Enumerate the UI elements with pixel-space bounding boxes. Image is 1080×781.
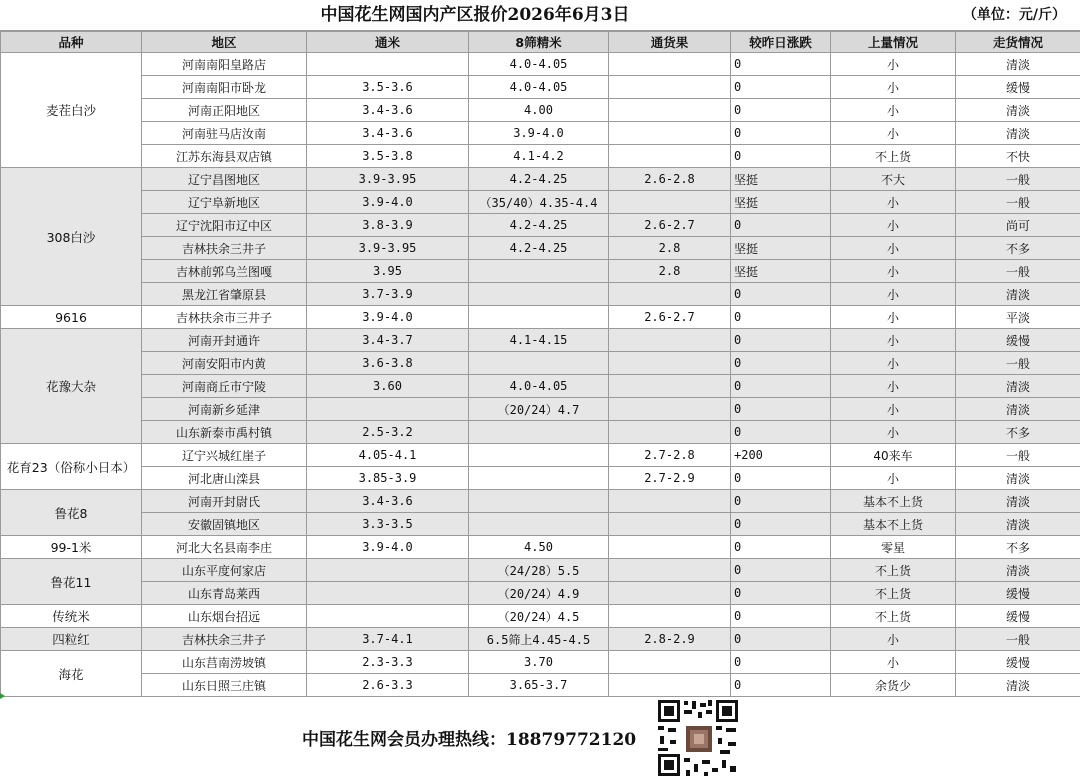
col-header: 通货果 bbox=[609, 32, 731, 53]
sales-cell: 尚可 bbox=[956, 214, 1080, 237]
table-row bbox=[1, 398, 1080, 421]
supply-cell: 基本不上货 bbox=[831, 490, 956, 513]
table-row bbox=[1, 260, 1080, 283]
sales-cell: 一般 bbox=[956, 628, 1080, 651]
tonghuo-cell: 2.8 bbox=[609, 237, 731, 260]
region-cell: 江苏东海县双店镇 bbox=[142, 145, 307, 168]
change-cell: 坚挺 bbox=[731, 191, 831, 214]
tongmi-cell: 3.7-4.1 bbox=[307, 628, 469, 651]
col-header: 上量情况 bbox=[831, 32, 956, 53]
region-cell: 辽宁昌图地区 bbox=[142, 168, 307, 191]
tonghuo-cell bbox=[609, 122, 731, 145]
region-cell: 河北大名县南李庄 bbox=[142, 536, 307, 559]
col-header: 8筛精米 bbox=[469, 32, 609, 53]
table-row bbox=[1, 53, 1080, 76]
supply-cell: 不上货 bbox=[831, 559, 956, 582]
region-cell: 河南新乡延津 bbox=[142, 398, 307, 421]
sales-cell: 不多 bbox=[956, 237, 1080, 260]
supply-cell: 小 bbox=[831, 122, 956, 145]
sales-cell: 不快 bbox=[956, 145, 1080, 168]
change-cell: 0 bbox=[731, 490, 831, 513]
region-cell: 山东莒南涝坡镇 bbox=[142, 651, 307, 674]
sales-cell: 不多 bbox=[956, 536, 1080, 559]
sales-cell: 清淡 bbox=[956, 122, 1080, 145]
jingmi-cell: （35/40）4.35-4.4 bbox=[469, 191, 609, 214]
table-row bbox=[1, 145, 1080, 168]
table-row bbox=[1, 536, 1080, 559]
tonghuo-cell: 2.8-2.9 bbox=[609, 628, 731, 651]
supply-cell: 小 bbox=[831, 651, 956, 674]
region-cell: 辽宁阜新地区 bbox=[142, 191, 307, 214]
tonghuo-cell bbox=[609, 421, 731, 444]
supply-cell: 余货少 bbox=[831, 674, 956, 697]
sales-cell: 清淡 bbox=[956, 398, 1080, 421]
tonghuo-cell: 2.7-2.9 bbox=[609, 467, 731, 490]
region-cell: 河南开封尉氏 bbox=[142, 490, 307, 513]
col-header: 品种 bbox=[1, 32, 142, 53]
supply-cell: 基本不上货 bbox=[831, 513, 956, 536]
change-cell: 0 bbox=[731, 467, 831, 490]
region-cell: 河南安阳市内黄 bbox=[142, 352, 307, 375]
tongmi-cell: 3.9-4.0 bbox=[307, 306, 469, 329]
tongmi-cell: 4.05-4.1 bbox=[307, 444, 469, 467]
variety-cell: 308白沙 bbox=[1, 168, 142, 306]
jingmi-cell bbox=[469, 421, 609, 444]
jingmi-cell bbox=[469, 444, 609, 467]
variety-cell: 9616 bbox=[1, 306, 142, 329]
variety-cell: 鲁花11 bbox=[1, 559, 142, 605]
sales-cell: 一般 bbox=[956, 260, 1080, 283]
jingmi-cell: 4.50 bbox=[469, 536, 609, 559]
sales-cell: 不多 bbox=[956, 421, 1080, 444]
region-cell: 山东日照三庄镇 bbox=[142, 674, 307, 697]
tonghuo-cell bbox=[609, 490, 731, 513]
col-header: 较昨日涨跌 bbox=[731, 32, 831, 53]
change-cell: +200 bbox=[731, 444, 831, 467]
jingmi-cell: 4.2-4.25 bbox=[469, 214, 609, 237]
variety-cell: 海花 bbox=[1, 651, 142, 697]
change-cell: 0 bbox=[731, 536, 831, 559]
sales-cell: 缓慢 bbox=[956, 329, 1080, 352]
table-row bbox=[1, 467, 1080, 490]
change-cell: 0 bbox=[731, 306, 831, 329]
tongmi-cell: 3.4-3.6 bbox=[307, 122, 469, 145]
supply-cell: 小 bbox=[831, 99, 956, 122]
sales-cell: 一般 bbox=[956, 444, 1080, 467]
jingmi-cell bbox=[469, 260, 609, 283]
jingmi-cell: 4.2-4.25 bbox=[469, 237, 609, 260]
supply-cell: 小 bbox=[831, 375, 956, 398]
tonghuo-cell bbox=[609, 283, 731, 306]
table-row bbox=[1, 329, 1080, 352]
jingmi-cell: 6.5筛上4.45-4.5 bbox=[469, 628, 609, 651]
supply-cell: 小 bbox=[831, 53, 956, 76]
change-cell: 0 bbox=[731, 398, 831, 421]
sales-cell: 清淡 bbox=[956, 490, 1080, 513]
change-cell: 坚挺 bbox=[731, 260, 831, 283]
supply-cell: 不上货 bbox=[831, 145, 956, 168]
tongmi-cell: 3.95 bbox=[307, 260, 469, 283]
tongmi-cell: 3.85-3.9 bbox=[307, 467, 469, 490]
supply-cell: 小 bbox=[831, 214, 956, 237]
tongmi-cell: 3.7-3.9 bbox=[307, 283, 469, 306]
region-cell: 河南南阳市卧龙 bbox=[142, 76, 307, 99]
jingmi-cell: 4.2-4.25 bbox=[469, 168, 609, 191]
tongmi-cell bbox=[307, 605, 469, 628]
tonghuo-cell bbox=[609, 145, 731, 168]
change-cell: 0 bbox=[731, 651, 831, 674]
table-row bbox=[1, 628, 1080, 651]
region-cell: 山东青岛莱西 bbox=[142, 582, 307, 605]
table-row bbox=[1, 421, 1080, 444]
change-cell: 0 bbox=[731, 329, 831, 352]
supply-cell: 小 bbox=[831, 329, 956, 352]
table-row bbox=[1, 444, 1080, 467]
price-table bbox=[0, 31, 1080, 697]
table-row bbox=[1, 99, 1080, 122]
variety-cell: 花豫大杂 bbox=[1, 329, 142, 444]
tongmi-cell bbox=[307, 559, 469, 582]
table-row bbox=[1, 122, 1080, 145]
table-row bbox=[1, 559, 1080, 582]
change-cell: 0 bbox=[731, 559, 831, 582]
footer bbox=[0, 695, 1080, 781]
supply-cell: 小 bbox=[831, 260, 956, 283]
tongmi-cell: 3.9-3.95 bbox=[307, 237, 469, 260]
region-cell: 黑龙江省肇原县 bbox=[142, 283, 307, 306]
table-row bbox=[1, 605, 1080, 628]
region-cell: 吉林扶余三井子 bbox=[142, 628, 307, 651]
variety-cell: 99-1米 bbox=[1, 536, 142, 559]
tonghuo-cell bbox=[609, 513, 731, 536]
tongmi-cell: 3.3-3.5 bbox=[307, 513, 469, 536]
jingmi-cell bbox=[469, 490, 609, 513]
jingmi-cell: 4.1-4.2 bbox=[469, 145, 609, 168]
supply-cell: 小 bbox=[831, 191, 956, 214]
sales-cell: 缓慢 bbox=[956, 651, 1080, 674]
tonghuo-cell: 2.8 bbox=[609, 260, 731, 283]
tongmi-cell: 3.5-3.8 bbox=[307, 145, 469, 168]
tonghuo-cell bbox=[609, 559, 731, 582]
tongmi-cell: 3.60 bbox=[307, 375, 469, 398]
jingmi-cell bbox=[469, 513, 609, 536]
tongmi-cell: 2.6-3.3 bbox=[307, 674, 469, 697]
sales-cell: 缓慢 bbox=[956, 582, 1080, 605]
change-cell: 0 bbox=[731, 99, 831, 122]
region-cell: 辽宁沈阳市辽中区 bbox=[142, 214, 307, 237]
jingmi-cell bbox=[469, 467, 609, 490]
table-row bbox=[1, 283, 1080, 306]
supply-cell: 40来车 bbox=[831, 444, 956, 467]
col-header: 通米 bbox=[307, 32, 469, 53]
hotline-text: 中国花生网会员办理热线：18879772120 bbox=[302, 730, 637, 750]
tonghuo-cell: 2.7-2.8 bbox=[609, 444, 731, 467]
jingmi-cell: 3.70 bbox=[469, 651, 609, 674]
tonghuo-cell bbox=[609, 536, 731, 559]
col-header: 地区 bbox=[142, 32, 307, 53]
sales-cell: 一般 bbox=[956, 352, 1080, 375]
tonghuo-cell bbox=[609, 582, 731, 605]
jingmi-cell: 4.0-4.05 bbox=[469, 375, 609, 398]
jingmi-cell: （20/24）4.7 bbox=[469, 398, 609, 421]
region-cell: 吉林扶余三井子 bbox=[142, 237, 307, 260]
sales-cell: 缓慢 bbox=[956, 76, 1080, 99]
variety-cell: 四粒红 bbox=[1, 628, 142, 651]
change-cell: 坚挺 bbox=[731, 237, 831, 260]
table-row bbox=[1, 513, 1080, 536]
jingmi-cell bbox=[469, 352, 609, 375]
supply-cell: 小 bbox=[831, 421, 956, 444]
sales-cell: 平淡 bbox=[956, 306, 1080, 329]
tonghuo-cell bbox=[609, 76, 731, 99]
region-cell: 山东烟台招远 bbox=[142, 605, 307, 628]
sales-cell: 清淡 bbox=[956, 513, 1080, 536]
supply-cell: 小 bbox=[831, 398, 956, 421]
change-cell: 0 bbox=[731, 145, 831, 168]
table-row bbox=[1, 214, 1080, 237]
tongmi-cell: 3.4-3.6 bbox=[307, 490, 469, 513]
region-cell: 河南驻马店汝南 bbox=[142, 122, 307, 145]
table-row bbox=[1, 76, 1080, 99]
change-cell: 0 bbox=[731, 605, 831, 628]
supply-cell: 不大 bbox=[831, 168, 956, 191]
table-row bbox=[1, 352, 1080, 375]
table-row bbox=[1, 306, 1080, 329]
sales-cell: 清淡 bbox=[956, 674, 1080, 697]
supply-cell: 零星 bbox=[831, 536, 956, 559]
change-cell: 0 bbox=[731, 628, 831, 651]
sales-cell: 清淡 bbox=[956, 99, 1080, 122]
change-cell: 0 bbox=[731, 513, 831, 536]
tongmi-cell: 2.5-3.2 bbox=[307, 421, 469, 444]
sales-cell: 清淡 bbox=[956, 467, 1080, 490]
supply-cell: 小 bbox=[831, 76, 956, 99]
tonghuo-cell bbox=[609, 674, 731, 697]
table-row bbox=[1, 490, 1080, 513]
sales-cell: 一般 bbox=[956, 168, 1080, 191]
tonghuo-cell: 2.6-2.7 bbox=[609, 214, 731, 237]
region-cell: 山东平度何家店 bbox=[142, 559, 307, 582]
qr-code-icon bbox=[656, 698, 740, 778]
tongmi-cell: 3.5-3.6 bbox=[307, 76, 469, 99]
region-cell: 河南商丘市宁陵 bbox=[142, 375, 307, 398]
supply-cell: 小 bbox=[831, 306, 956, 329]
supply-cell: 不上货 bbox=[831, 605, 956, 628]
jingmi-cell: 3.9-4.0 bbox=[469, 122, 609, 145]
jingmi-cell bbox=[469, 306, 609, 329]
table-row bbox=[1, 651, 1080, 674]
tonghuo-cell bbox=[609, 329, 731, 352]
jingmi-cell: 4.00 bbox=[469, 99, 609, 122]
supply-cell: 小 bbox=[831, 237, 956, 260]
change-cell: 0 bbox=[731, 582, 831, 605]
region-cell: 河南南阳皇路店 bbox=[142, 53, 307, 76]
region-cell: 安徽固镇地区 bbox=[142, 513, 307, 536]
jingmi-cell: 4.1-4.15 bbox=[469, 329, 609, 352]
region-cell: 河南正阳地区 bbox=[142, 99, 307, 122]
jingmi-cell: （20/24）4.9 bbox=[469, 582, 609, 605]
change-cell: 0 bbox=[731, 76, 831, 99]
tonghuo-cell: 2.6-2.8 bbox=[609, 168, 731, 191]
sales-cell: 清淡 bbox=[956, 559, 1080, 582]
supply-cell: 小 bbox=[831, 467, 956, 490]
tongmi-cell: 3.8-3.9 bbox=[307, 214, 469, 237]
variety-cell: 传统米 bbox=[1, 605, 142, 628]
change-cell: 0 bbox=[731, 283, 831, 306]
table-row bbox=[1, 674, 1080, 697]
jingmi-cell: （20/24）4.5 bbox=[469, 605, 609, 628]
tonghuo-cell bbox=[609, 352, 731, 375]
jingmi-cell: 4.0-4.05 bbox=[469, 76, 609, 99]
title-row bbox=[0, 0, 1080, 31]
region-cell: 河南开封通许 bbox=[142, 329, 307, 352]
jingmi-cell bbox=[469, 283, 609, 306]
region-cell: 辽宁兴城红崖子 bbox=[142, 444, 307, 467]
tonghuo-cell bbox=[609, 398, 731, 421]
sales-cell: 清淡 bbox=[956, 375, 1080, 398]
table-row bbox=[1, 237, 1080, 260]
tongmi-cell: 2.3-3.3 bbox=[307, 651, 469, 674]
col-header: 走货情况 bbox=[956, 32, 1080, 53]
variety-cell: 麦茬白沙 bbox=[1, 53, 142, 168]
table-row bbox=[1, 375, 1080, 398]
jingmi-cell: 3.65-3.7 bbox=[469, 674, 609, 697]
sales-cell: 清淡 bbox=[956, 283, 1080, 306]
header-row bbox=[1, 32, 1080, 53]
change-cell: 0 bbox=[731, 375, 831, 398]
sales-cell: 一般 bbox=[956, 191, 1080, 214]
change-cell: 0 bbox=[731, 352, 831, 375]
tonghuo-cell bbox=[609, 191, 731, 214]
tonghuo-cell bbox=[609, 53, 731, 76]
unit-label: （单位：元/斤） bbox=[962, 7, 1066, 23]
change-cell: 0 bbox=[731, 421, 831, 444]
tongmi-cell: 3.9-3.95 bbox=[307, 168, 469, 191]
variety-cell: 花育23（俗称小日本） bbox=[1, 444, 142, 490]
tongmi-cell: 3.4-3.6 bbox=[307, 99, 469, 122]
tonghuo-cell: 2.6-2.7 bbox=[609, 306, 731, 329]
variety-cell: 鲁花8 bbox=[1, 490, 142, 536]
jingmi-cell: 4.0-4.05 bbox=[469, 53, 609, 76]
tonghuo-cell bbox=[609, 99, 731, 122]
region-cell: 山东新泰市禹村镇 bbox=[142, 421, 307, 444]
change-cell: 0 bbox=[731, 214, 831, 237]
tongmi-cell bbox=[307, 398, 469, 421]
region-cell: 吉林前郭乌兰图嘎 bbox=[142, 260, 307, 283]
tongmi-cell: 3.4-3.7 bbox=[307, 329, 469, 352]
supply-cell: 小 bbox=[831, 352, 956, 375]
tongmi-cell: 3.9-4.0 bbox=[307, 191, 469, 214]
tonghuo-cell bbox=[609, 375, 731, 398]
supply-cell: 不上货 bbox=[831, 582, 956, 605]
supply-cell: 小 bbox=[831, 628, 956, 651]
region-cell: 河北唐山滦县 bbox=[142, 467, 307, 490]
tonghuo-cell bbox=[609, 605, 731, 628]
region-cell: 吉林扶余市三井子 bbox=[142, 306, 307, 329]
change-cell: 0 bbox=[731, 122, 831, 145]
tongmi-cell bbox=[307, 53, 469, 76]
sales-cell: 清淡 bbox=[956, 53, 1080, 76]
table-row bbox=[1, 191, 1080, 214]
tonghuo-cell bbox=[609, 651, 731, 674]
supply-cell: 小 bbox=[831, 283, 956, 306]
change-cell: 0 bbox=[731, 674, 831, 697]
tongmi-cell bbox=[307, 582, 469, 605]
page-title: 中国花生网国内产区报价2026年6月3日 bbox=[320, 5, 630, 25]
sales-cell: 缓慢 bbox=[956, 605, 1080, 628]
jingmi-cell: （24/28）5.5 bbox=[469, 559, 609, 582]
table-row bbox=[1, 582, 1080, 605]
tongmi-cell: 3.9-4.0 bbox=[307, 536, 469, 559]
change-cell: 0 bbox=[731, 53, 831, 76]
table-row bbox=[1, 168, 1080, 191]
tongmi-cell: 3.6-3.8 bbox=[307, 352, 469, 375]
change-cell: 坚挺 bbox=[731, 168, 831, 191]
